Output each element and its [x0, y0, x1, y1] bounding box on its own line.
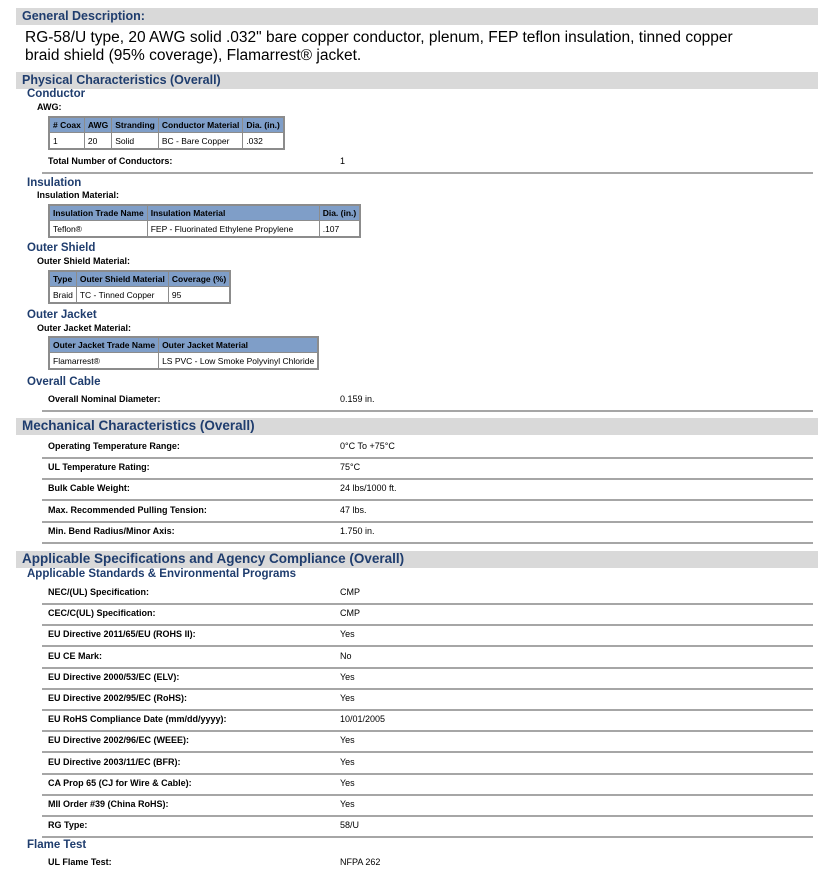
row-value: CMP: [340, 587, 360, 597]
header-dia: Dia. (in.): [243, 117, 284, 133]
cell-awg: 20: [84, 133, 111, 150]
divider: [42, 624, 813, 626]
cell-insulation-material: FEP - Fluorinated Ethylene Propylene: [147, 221, 319, 238]
row-value: Yes: [340, 735, 355, 746]
divider: [42, 542, 813, 544]
divider: [42, 645, 813, 647]
conductor-table-header: [49, 117, 284, 133]
ul-flame-test-label: UL Flame Test:: [48, 857, 112, 867]
row-label: UL Temperature Rating:: [48, 462, 150, 473]
divider: [42, 603, 813, 605]
row-value: 10/01/2005: [340, 714, 386, 725]
row-label: Max. Recommended Pulling Tension:: [48, 504, 207, 515]
header-outer-jacket-material: Outer Jacket Material: [159, 337, 319, 353]
total-conductors-value: 1: [340, 156, 346, 166]
cell-outer-shield-material: TC - Tinned Copper: [76, 287, 168, 304]
insulation-table-header: [49, 205, 360, 221]
ul-flame-test-value: NFPA 262: [340, 857, 381, 867]
row-label: EU Directive 2000/53/EC (ELV):: [48, 671, 180, 682]
row-value: Yes: [340, 756, 355, 767]
physical-characteristics-title: Physical Characteristics (Overall): [22, 73, 221, 87]
row-label: MII Order #39 (China RoHS):: [48, 799, 169, 809]
row-label: Operating Temperature Range:: [48, 441, 180, 451]
header-stranding: Stranding: [112, 117, 159, 133]
description-line-2: braid shield (95% coverage), Flamarrest® jacket.: [25, 47, 362, 64]
row-label: Bulk Cable Weight:: [48, 483, 130, 494]
conductor-table: [48, 116, 285, 150]
standards-heading: Applicable Standards & Environmental Programs: [27, 568, 297, 580]
outer-shield-table-header: [49, 271, 230, 287]
specifications-title: Applicable Specifications and Agency Compliance (Overall): [22, 551, 405, 566]
header-conductor-material: Conductor Material: [158, 117, 242, 133]
row-label: EU Directive 2002/96/EC (WEEE):: [48, 735, 190, 746]
cell-insulation-trade-name: Teflon®: [49, 221, 147, 238]
row-value: Yes: [340, 799, 355, 809]
general-description-title: General Description:: [22, 9, 145, 23]
divider: [42, 709, 813, 711]
total-conductors-label: Total Number of Conductors:: [48, 156, 173, 166]
divider: [42, 410, 813, 412]
outer-shield-heading: Outer Shield: [27, 242, 96, 254]
cell-outer-jacket-trade-name: Flamarrest®: [49, 353, 159, 370]
row-label: EU CE Mark:: [48, 650, 103, 661]
divider: [42, 751, 813, 753]
divider: [42, 773, 813, 775]
header-dia: Dia. (in.): [319, 205, 360, 221]
row-value: 0°C To +75°C: [340, 441, 395, 451]
mechanical-characteristics-title: Mechanical Characteristics (Overall): [22, 418, 255, 433]
divider: [42, 478, 813, 480]
row-label: NEC/(UL) Specification:: [48, 587, 150, 597]
outer-jacket-material-label: Outer Jacket Material:: [37, 323, 132, 333]
row-value: 58/U: [340, 820, 360, 831]
cell-stranding: Solid: [112, 133, 159, 150]
row-label: EU Directive 2011/65/EU (ROHS II):: [48, 629, 196, 640]
cell-outer-jacket-material: LS PVC - Low Smoke Polyvinyl Chloride: [159, 353, 319, 370]
cell-type: Braid: [49, 287, 76, 304]
cell-dia: .032: [243, 133, 284, 150]
row-value: 24 lbs/1000 ft.: [340, 483, 397, 494]
header-coverage: Coverage (%): [168, 271, 230, 287]
description-line-1: RG-58/U type, 20 AWG solid .032" bare copper conductor, plenum, FEP teflon insulation, tinned copper: [25, 29, 733, 46]
flame-test-heading: Flame Test: [27, 839, 87, 851]
divider: [42, 521, 813, 523]
cell-coverage: 95: [168, 287, 230, 304]
row-value: 75°C: [340, 462, 361, 473]
general-description-text: [25, 29, 805, 65]
overall-cable-heading: Overall Cable: [27, 376, 101, 388]
insulation-heading: Insulation: [27, 177, 82, 189]
row-value: Yes: [340, 671, 355, 682]
outer-shield-table: [48, 270, 231, 304]
outer-jacket-table-header: [49, 337, 318, 353]
row-label: RG Type:: [48, 820, 88, 831]
row-value: 47 lbs.: [340, 504, 367, 515]
header-coax: # Coax: [49, 117, 84, 133]
general-description-bar: [16, 8, 818, 25]
header-outer-shield-material: Outer Shield Material: [76, 271, 168, 287]
divider: [42, 499, 813, 501]
row-value: No: [340, 650, 352, 661]
physical-characteristics-bar: [16, 72, 818, 89]
row-value: 1.750 in.: [340, 525, 375, 536]
divider: [42, 836, 813, 838]
header-insulation-trade-name: Insulation Trade Name: [49, 205, 147, 221]
row-label: EU RoHS Compliance Date (mm/dd/yyyy):: [48, 714, 227, 725]
row-label: CEC/C(UL) Specification:: [48, 608, 156, 619]
row-value: Yes: [340, 629, 355, 640]
row-value: CMP: [340, 608, 360, 619]
divider: [42, 667, 813, 669]
divider: [42, 815, 813, 817]
table-row: [49, 133, 284, 150]
outer-jacket-table: [48, 336, 319, 370]
outer-jacket-heading: Outer Jacket: [27, 309, 97, 321]
row-value: Yes: [340, 693, 355, 703]
insulation-table: [48, 204, 361, 238]
row-label: EU Directive 2003/11/EC (BFR):: [48, 756, 181, 767]
divider: [42, 688, 813, 690]
divider: [42, 794, 813, 796]
table-row: [49, 353, 318, 370]
row-label: EU Directive 2002/95/EC (RoHS):: [48, 693, 188, 703]
divider: [42, 730, 813, 732]
overall-nominal-diameter-value: 0.159 in.: [340, 394, 375, 404]
mechanical-characteristics-bar: [16, 418, 818, 435]
header-insulation-material: Insulation Material: [147, 205, 319, 221]
awg-label: AWG:: [37, 102, 62, 112]
header-awg: AWG: [84, 117, 111, 133]
cell-dia: .107: [319, 221, 360, 238]
cell-coax: 1: [49, 133, 84, 150]
outer-shield-material-label: Outer Shield Material:: [37, 256, 131, 266]
divider: [42, 172, 813, 174]
row-label: Min. Bend Radius/Minor Axis:: [48, 525, 175, 536]
header-outer-jacket-trade-name: Outer Jacket Trade Name: [49, 337, 159, 353]
row-label: CA Prop 65 (CJ for Wire & Cable):: [48, 777, 192, 788]
divider: [42, 457, 813, 459]
table-row: [49, 287, 230, 304]
header-type: Type: [49, 271, 76, 287]
table-row: [49, 221, 360, 238]
conductor-heading: Conductor: [27, 88, 86, 100]
row-value: Yes: [340, 777, 355, 788]
cell-conductor-material: BC - Bare Copper: [158, 133, 242, 150]
overall-nominal-diameter-label: Overall Nominal Diameter:: [48, 394, 161, 404]
insulation-material-label: Insulation Material:: [37, 190, 120, 200]
specifications-bar: [16, 551, 818, 568]
